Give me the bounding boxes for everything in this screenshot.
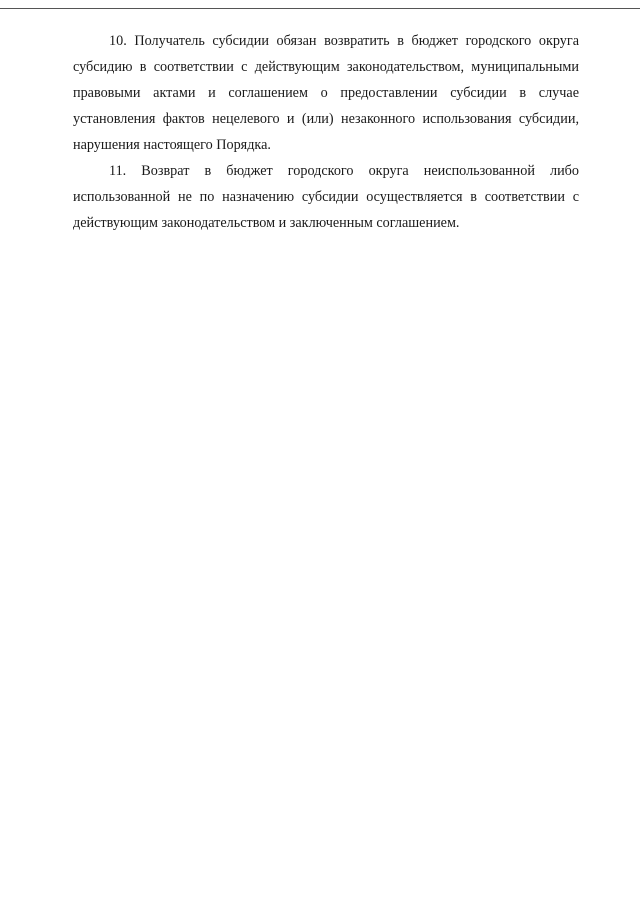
document-body [73, 28, 579, 236]
paragraph-10: 10. Получатель субсидии обязан возвратить в бюджет городского округа субсидию в соответствии с действующим законодательством, муниципальными правовыми актами и соглашением о предоставлении субсидии в случае установления фактов нецелевого и (или) незаконного использования субсидии, нарушения настоящего Порядка. [73, 33, 579, 153]
paragraph-11: 11. Возврат в бюджет городского округа неиспользованной либо использованной не по назначению субсидии осуществляется в соответствии с действующим законодательством и заключенным соглашением. [73, 163, 579, 231]
top-rule [0, 8, 640, 9]
